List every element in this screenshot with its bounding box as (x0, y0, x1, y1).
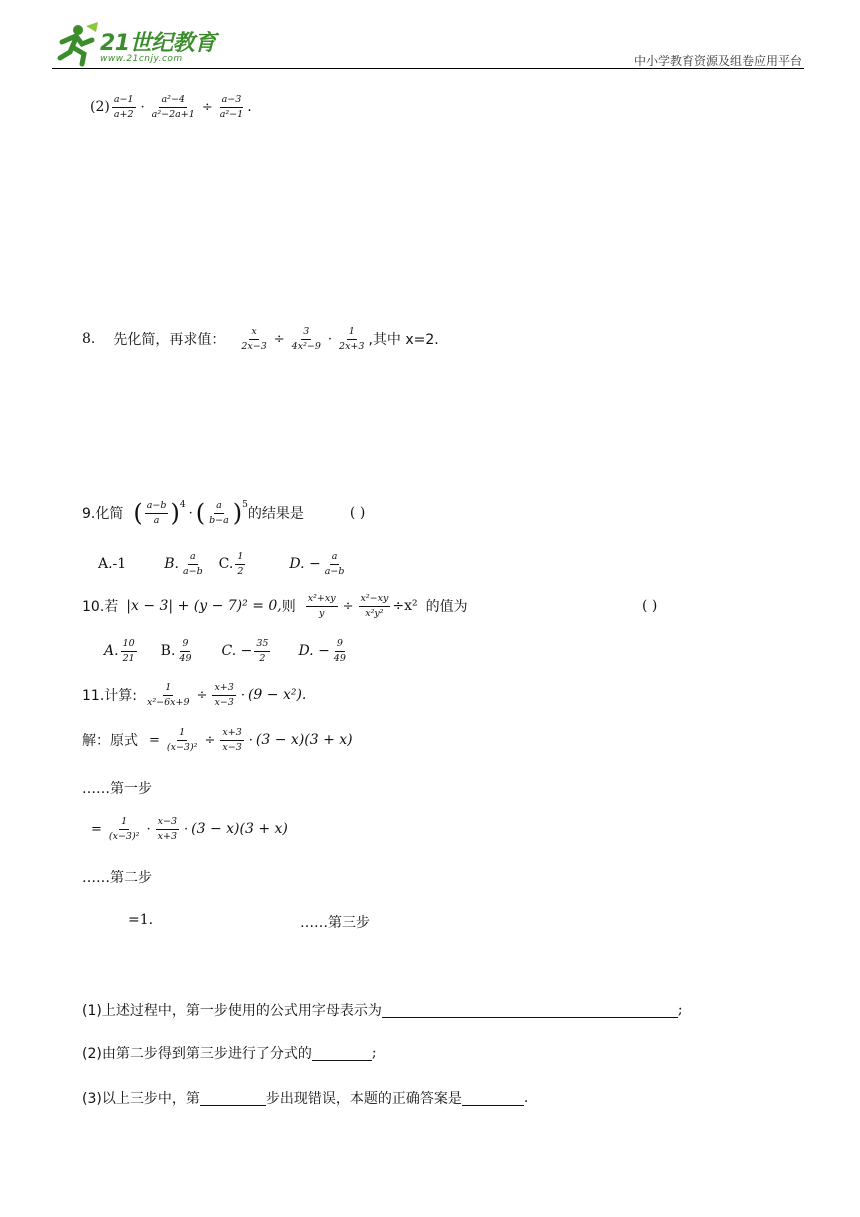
part-3-blank-step[interactable] (200, 1091, 266, 1106)
numerator: 1 (177, 727, 187, 741)
fraction (165, 727, 200, 754)
question-condition: ,其中 x=2. (368, 332, 439, 349)
question-tail: 的结果是 (247, 506, 304, 523)
option-d-fraction (332, 638, 348, 665)
numerator: a−1 (112, 94, 136, 108)
question-9-options (98, 551, 348, 578)
step-2-label (82, 867, 152, 887)
denominator: 2 (237, 565, 244, 577)
denominator: a²−1 (219, 108, 244, 120)
exponent: 4 (179, 500, 186, 510)
question-10-options (104, 638, 350, 665)
equals-symbol: = (149, 732, 160, 748)
denominator: a+2 (113, 108, 134, 120)
solution-label: 解：原式 (82, 733, 138, 750)
times-symbol: · (146, 821, 151, 837)
option-c-label: C. − (221, 643, 253, 660)
part-3-text-a: (3)以上三步中，第 (82, 1091, 200, 1107)
fraction (220, 727, 243, 754)
numerator: x²−xy (359, 593, 391, 607)
fraction (107, 816, 142, 843)
denominator: x−3 (222, 741, 242, 753)
option-a-fraction (121, 638, 137, 665)
numerator: x+3 (212, 682, 235, 696)
option-d-label: D. − (298, 643, 330, 660)
question-7-part-2 (90, 94, 252, 121)
divide-x-squared: ÷x² (392, 598, 418, 615)
times-symbol: · (140, 99, 145, 115)
answer-bracket: ( ) (642, 598, 658, 615)
question-8 (82, 326, 439, 353)
part-3-blank-answer[interactable] (462, 1091, 524, 1106)
denominator: 4x²−9 (291, 340, 321, 352)
part-1-blank[interactable] (382, 1003, 678, 1018)
question-text: 先化简，再求值： (113, 332, 226, 349)
step-3-text: ……第三步 (300, 915, 370, 931)
denominator: a−b (182, 565, 203, 577)
step-1-text: ……第一步 (82, 781, 152, 797)
question-text: 10.若 (82, 599, 119, 616)
question-tail: 的值为 (425, 599, 468, 616)
numerator: x−3 (156, 816, 179, 830)
answer-bracket: ( ) (349, 505, 366, 522)
numerator: a (188, 551, 198, 565)
denominator: 49 (333, 652, 346, 664)
denominator: 2x−3 (241, 340, 267, 352)
times-symbol: · (188, 505, 193, 521)
step-2-line (88, 816, 288, 843)
part-1 (82, 1000, 683, 1020)
divide-symbol: ÷ (196, 687, 208, 703)
numerator: 1 (119, 816, 129, 830)
denominator: x²−6x+9 (146, 696, 190, 708)
numerator: 1 (163, 682, 173, 696)
solution-line (82, 727, 353, 754)
denominator: x²y² (365, 607, 384, 619)
fraction (218, 94, 245, 121)
option-d-fraction (323, 551, 347, 578)
option-a-label: A. (104, 643, 119, 660)
option-a: A.-1 (98, 556, 127, 573)
condition: |x − 3| + (y − 7)² = 0, (126, 598, 282, 615)
numerator: 10 (121, 638, 137, 652)
denominator: (x−3)² (108, 830, 140, 842)
semicolon: ; (371, 1045, 377, 1061)
period: . (247, 99, 252, 116)
denominator: a−b (324, 565, 345, 577)
step-1-label (82, 778, 152, 798)
numerator: 9 (335, 638, 345, 652)
denominator: 2x+3 (339, 340, 365, 352)
numerator: x²+xy (306, 593, 338, 607)
logo-graphic (52, 20, 102, 68)
paren-close: ) (232, 499, 243, 528)
fraction (290, 326, 323, 353)
expression-tail: (3 − x)(3 + x) (191, 821, 288, 838)
numerator: 3 (301, 326, 311, 340)
header-platform-text: 中小学教育资源及组卷应用平台 (633, 54, 802, 68)
times-symbol: · (327, 331, 333, 347)
period: . (523, 1090, 529, 1106)
numerator: 9 (180, 638, 190, 652)
part-2-text: (2)由第二步得到第三步进行了分式的 (82, 1046, 312, 1062)
fraction (145, 500, 169, 527)
numerator: a²−4 (159, 94, 186, 108)
question-10 (82, 593, 682, 620)
question-text: 11.计算: (82, 688, 137, 705)
semicolon: ; (677, 1002, 683, 1018)
option-c-fraction (235, 551, 245, 578)
fraction (145, 682, 192, 709)
fraction (112, 94, 136, 121)
step-3-label (300, 912, 370, 932)
expression-tail: (9 − x²). (247, 687, 307, 704)
question-number: 8. (82, 331, 96, 348)
equals-symbol: = (91, 821, 102, 837)
option-c-fraction (254, 638, 270, 665)
question-9 (82, 500, 365, 527)
divide-symbol: ÷ (201, 99, 213, 115)
denominator: x−3 (214, 696, 234, 708)
exponent: 5 (242, 500, 248, 510)
denominator: (x−3)² (166, 741, 198, 753)
step-3-line (128, 912, 153, 928)
numerator: a−3 (220, 94, 244, 108)
part-1-text: (1)上述过程中，第一步使用的公式用字母表示为 (82, 1003, 382, 1019)
denominator: a (153, 514, 160, 526)
header-divider (52, 68, 804, 69)
expression-tail: (3 − x)(3 + x) (255, 732, 353, 749)
paren-open: ( (133, 499, 143, 528)
option-d-label: D. − (289, 556, 321, 573)
numerator: 1 (347, 326, 357, 340)
paren-close: ) (170, 499, 180, 528)
step-3-result: =1. (128, 912, 154, 928)
numerator: 1 (235, 551, 245, 565)
fraction (207, 500, 231, 527)
fraction (337, 326, 366, 353)
fraction (306, 593, 338, 620)
denominator: x+3 (157, 830, 178, 842)
option-b-label: B. (160, 643, 176, 660)
numerator: a−b (145, 500, 169, 514)
numerator: a (214, 500, 224, 514)
step-2-text: ……第二步 (82, 870, 152, 886)
logo-url: www.21cnjy.com (100, 54, 183, 64)
denominator: 2 (259, 652, 266, 664)
option-b-label: B. (164, 556, 179, 573)
option-b-fraction (177, 638, 193, 665)
fraction (239, 326, 268, 353)
paren-open: ( (195, 499, 206, 528)
times-symbol: · (184, 821, 189, 837)
part-2 (82, 1043, 377, 1063)
question-text: 9.化简 (82, 506, 124, 523)
numerator: a (330, 551, 340, 565)
option-c-label: C. (218, 556, 234, 573)
fraction (212, 682, 235, 709)
option-b-fraction (181, 551, 205, 578)
denominator: y (318, 607, 325, 619)
logo-text: 21世纪教育 (100, 31, 216, 56)
numerator: x (249, 326, 258, 340)
label: (2) (90, 99, 110, 116)
numerator: 35 (254, 638, 270, 652)
divide-symbol: ÷ (204, 732, 216, 748)
fraction (150, 94, 197, 121)
numerator: x+3 (220, 727, 243, 741)
question-11 (82, 682, 306, 709)
times-symbol: · (248, 732, 253, 748)
times-symbol: · (240, 687, 245, 703)
denominator: a²−2a+1 (151, 108, 195, 120)
part-3 (82, 1088, 528, 1108)
fraction (156, 816, 179, 843)
denominator: 21 (122, 652, 135, 664)
part-2-blank[interactable] (312, 1046, 372, 1061)
divide-symbol: ÷ (342, 598, 354, 614)
denominator: b−a (209, 514, 229, 526)
fraction (359, 593, 391, 620)
divide-symbol: ÷ (273, 331, 285, 347)
then-word: 则 (281, 599, 296, 616)
part-3-text-b: 步出现错误，本题的正确答案是 (265, 1091, 462, 1107)
denominator: 49 (179, 652, 192, 664)
